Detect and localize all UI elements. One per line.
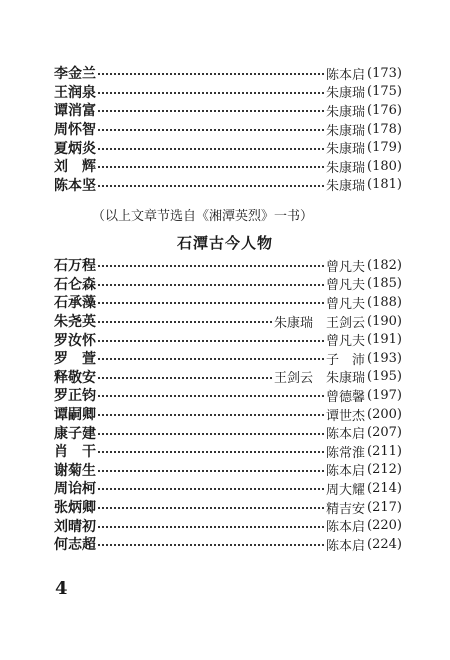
toc-row [54,461,402,480]
entry-author: 朱康瑞 [326,160,366,176]
entry-page: (185) [367,276,402,292]
toc-row [54,423,402,442]
leader-dots [98,334,324,342]
entry-author: 曾凡夫 [326,278,366,294]
toc-row [54,516,402,535]
entry-name: 谭嗣卿 [54,407,96,424]
entry-name: 肖 干 [54,444,96,461]
entry-page: (220) [367,518,402,534]
entry-author: 朱康瑞 [326,179,366,195]
entry-page: (217) [367,499,402,515]
leader-dots [98,520,324,528]
toc-row [54,157,402,176]
leader-dots [98,179,324,187]
entry-author: 朱康瑞 [326,142,366,158]
leader-dots [98,259,324,267]
entry-name: 刘晴初 [54,518,96,535]
entry-author: 陈常淮 [326,445,366,461]
entry-page: (176) [367,102,402,118]
entry-name: 石承藻 [54,295,96,312]
leader-dots [98,296,324,304]
toc-row [54,293,402,312]
toc-row [54,312,402,331]
entry-author: 陈本启 [326,427,366,443]
toc-row [54,368,402,387]
entry-name: 谢菊生 [54,462,96,479]
entry-name: 王润泉 [54,84,96,101]
section-heading: 石潭古今人物 [176,234,273,252]
entry-name: 张炳卿 [54,500,96,517]
entry-page: (224) [367,536,402,552]
entry-name: 陈本坚 [54,177,96,194]
toc-row [54,349,402,368]
entry-author: 朱康瑞 [326,86,366,102]
entry-page: (200) [367,406,402,422]
leader-dots [98,104,324,112]
toc-row [54,275,402,294]
entry-author: 精吉安 [326,501,366,517]
leader-dots [98,464,324,472]
entry-page: (195) [367,369,402,385]
entry-page: (180) [367,158,402,174]
entry-page: (207) [367,425,402,441]
entry-author: 周大耀 [326,482,366,498]
leader-dots [98,67,324,75]
entry-author: 曾凡夫 [326,334,366,350]
leader-dots [98,160,324,168]
entry-name: 罗汝怀 [54,332,96,349]
entry-name: 罗正钧 [54,388,96,405]
entry-name: 李金兰 [54,66,96,83]
entry-page: (214) [367,480,402,496]
entry-page: (179) [367,140,402,156]
entry-name: 石仑森 [54,276,96,293]
leader-dots [98,123,324,131]
entry-author: 陈本启 [326,538,366,554]
leader-dots [98,278,324,286]
entry-page: (190) [367,313,402,329]
leader-dots [98,389,324,397]
leader-dots [98,482,324,490]
entry-page: (188) [367,294,402,310]
leader-dots [98,445,324,453]
toc-row [54,498,402,517]
toc-row [54,101,402,120]
entry-author: 陈本启 [326,464,366,480]
entry-name: 康子建 [54,425,96,442]
entry-page: (211) [367,443,402,459]
entry-author: 陈本启 [326,67,366,83]
toc-row [54,64,402,83]
entry-author: 王剑云 朱康瑞 [274,371,366,387]
entry-page: (212) [367,462,402,478]
entry-author: 陈本启 [326,520,366,536]
entry-name: 周诒柯 [54,481,96,498]
leader-dots [98,538,324,546]
entry-page: (193) [367,350,402,366]
toc-section-2 [54,256,402,554]
toc-row [54,386,402,405]
toc-row [54,479,402,498]
leader-dots [98,352,324,360]
entry-author: 朱康瑞 [326,104,366,120]
leader-dots [98,315,272,323]
entry-page: (178) [367,121,402,137]
leader-dots [98,142,324,150]
toc-row [54,176,402,195]
page-number: 4 [55,578,68,599]
toc-row [54,442,402,461]
entry-name: 何志超 [54,537,96,554]
toc-row [54,330,402,349]
entry-page: (182) [367,257,402,273]
entry-name: 释敬安 [54,369,96,386]
toc-row [54,138,402,157]
leader-dots [98,501,324,509]
entry-page: (175) [367,84,402,100]
leader-dots [98,408,324,416]
entry-name: 夏炳炎 [54,140,96,157]
toc-row [54,256,402,275]
entry-name: 石万程 [54,258,96,275]
entry-name: 谭消富 [54,103,96,120]
entry-author: 曾凡夫 [326,259,366,275]
entry-author: 谭世杰 [326,408,366,424]
leader-dots [98,427,324,435]
entry-name: 刘 辉 [54,159,96,176]
toc-row [54,535,402,554]
entry-page: (191) [367,332,402,348]
toc-section-1 [54,64,402,194]
entry-page: (173) [367,65,402,81]
source-note: （以上文章节选自《湘潭英烈》一书） [92,209,314,224]
toc-row [54,120,402,139]
toc-row [54,83,402,102]
entry-name: 周怀智 [54,122,96,139]
entry-name: 罗 萱 [54,351,96,368]
entry-author: 子 沛 [326,352,366,368]
entry-author: 曾德馨 [326,389,366,405]
entry-author: 朱康瑞 王剑云 [274,315,366,331]
toc-row [54,405,402,424]
leader-dots [98,86,324,94]
entry-author: 朱康瑞 [326,123,366,139]
entry-page: (181) [367,177,402,193]
entry-author: 曾凡夫 [326,296,366,312]
leader-dots [98,371,272,379]
entry-page: (197) [367,387,402,403]
entry-name: 朱尧英 [54,314,96,331]
